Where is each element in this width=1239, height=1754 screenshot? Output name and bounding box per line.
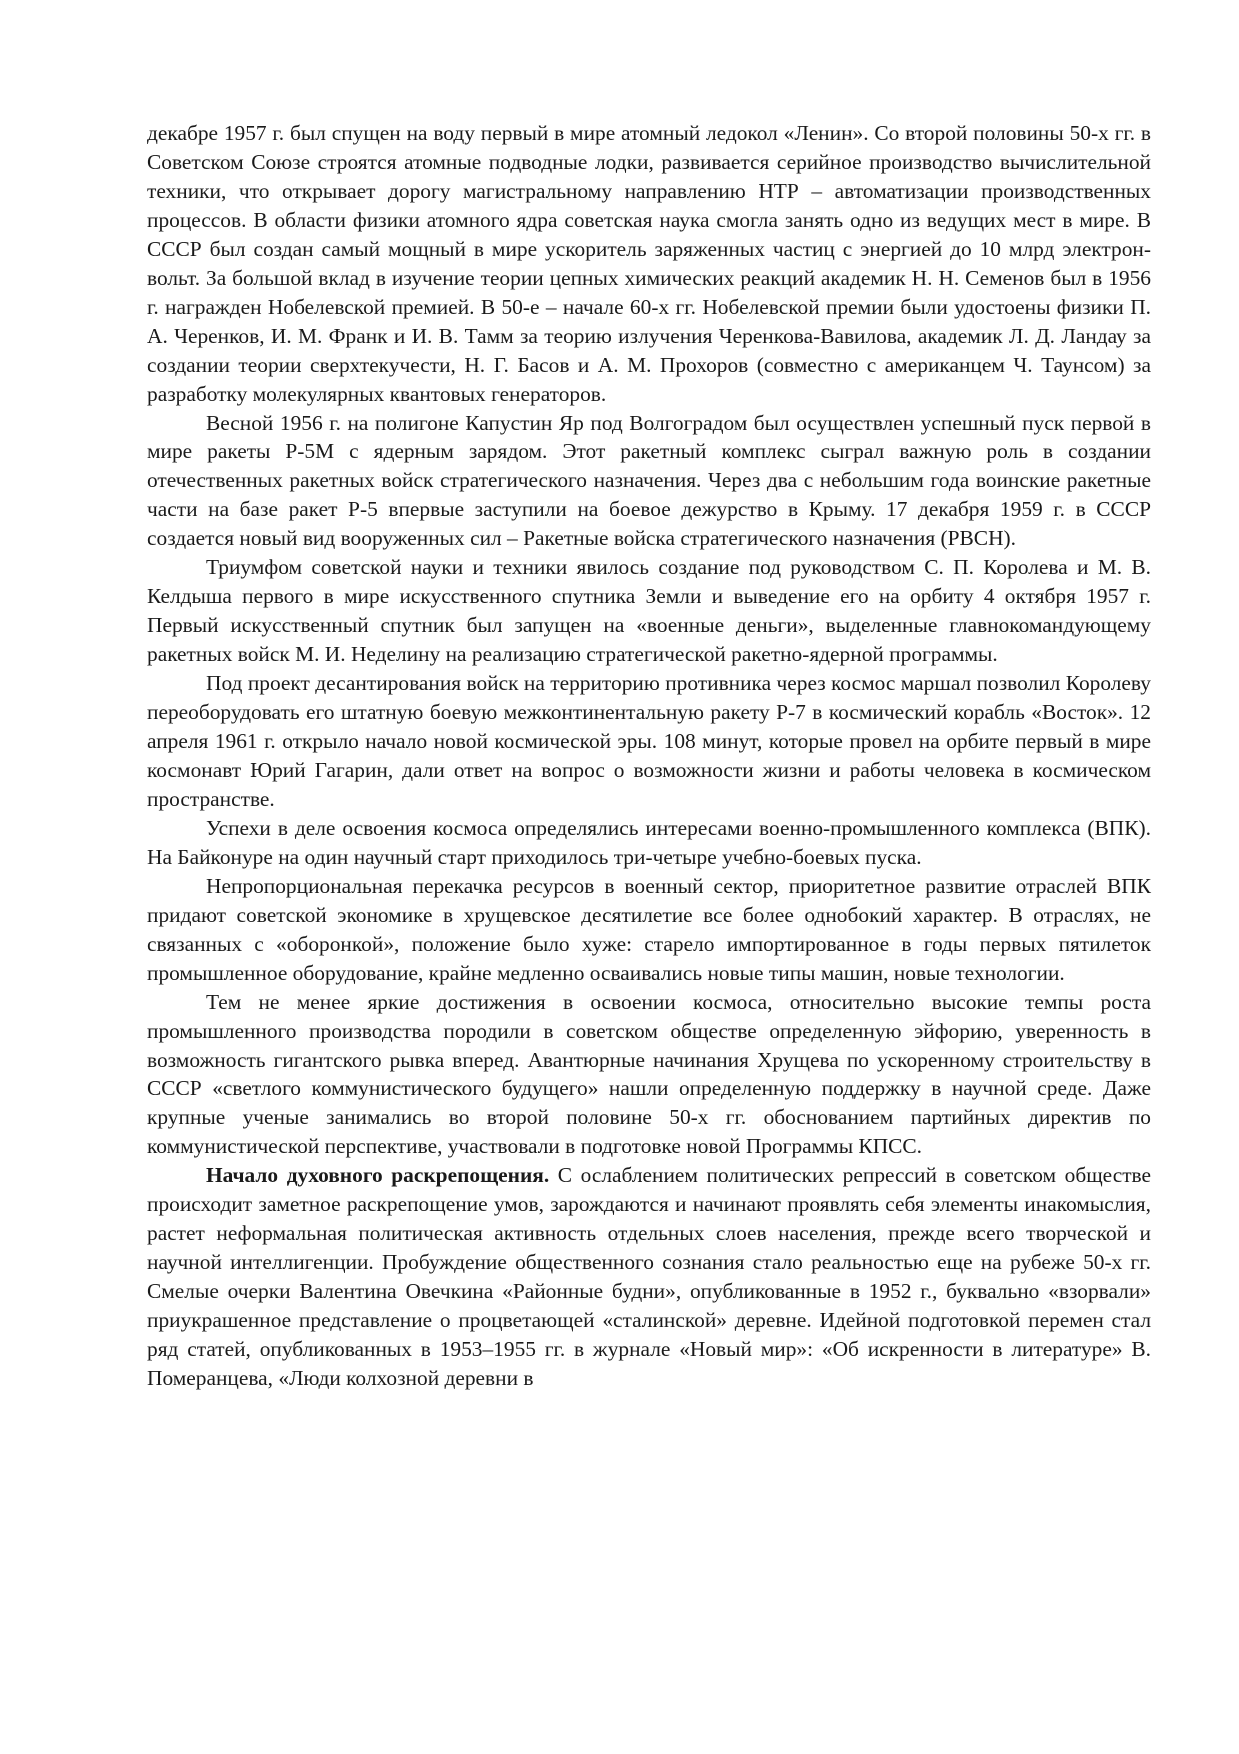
document-page [147, 119, 1151, 1393]
paragraph-sputnik: Триумфом советской науки и техники явилось создание под руководством С. П. Королева и М. В. Келдыша первого в мире искусственного спутника Земли и выведение его на орбиту 4 октября 1957 г. Первый искусственный спутник был запущен на «военные деньги», выделенные главнокомандующему ракетных войск М. И. Неделину на реализацию стратегической ракетно-ядерной программы. [147, 555, 1151, 667]
paragraph-vostok: Под проект десантирования войск на территорию противника через космос маршал позволил Королеву переоборудовать его штатную боевую межконтинентальную ракету Р-7 в космический корабль «Восток». 12 апреля 1961 г. открыло начало новой космической эры. 108 минут, которые провел на орбите первый в мире космонавт Юрий Гагарин, дали ответ на вопрос о возможности жизни и работы человека в космическом пространстве. [147, 671, 1151, 811]
paragraph-body: С ослаблением политических репрессий в советском обществе происходит заметное раскрепощение умов, зарождаются и начинают проявлять себя элементы инакомыслия, растет неформальная политическая активность отдельных слоев населения, прежде всего творческой и научной интеллигенции. Пробуждение общественного сознания стало реальностью еще на рубеже 50-х гг. Смелые очерки Валентина Овечкина «Районные будни», опубликованные в 1952 г., буквально «взорвали» приукрашенное представление о процветающей «сталинской» деревне. Идейной подготовкой перемен стал ряд статей, опубликованных в 1953–1955 гг. в журнале «Новый мир»: «Об искренности в литературе» В. Померанцева, «Люди колхозной деревни в [147, 1163, 1152, 1390]
paragraph-rocket-r5m: Весной 1956 г. на полигоне Капустин Яр под Волгоградом был осуществлен успешный пуск первой в мире ракеты Р-5М с ядерным зарядом. Этот ракетный комплекс сыграл важную роль в создании отечественных ракетных войск стратегического назначения. Через два с небольшим года воинские ракетные части на базе ракет Р-5 впервые заступили на боевое дежурство в Крыму. 17 декабря 1959 г. в СССР создается новый вид вооруженных сил – Ракетные войска стратегического назначения (РВСН). [147, 410, 1151, 551]
paragraph-euphoria: Тем не менее яркие достижения в освоении космоса, относительно высокие темпы роста промышленного производства породили в советском обществе определенную эйфорию, уверенность в возможность гигантского рывка вперед. Авантюрные начинания Хрущева по ускоренному строительству в СССР «светлого коммунистического будущего» нашли определенную поддержку в научной среде. Даже крупные ученые занимались во второй половине 50-х гг. обоснованием партийных директив по коммунистической перспективе, участвовали в подготовке новой Программы КПСС. [147, 989, 1151, 1159]
paragraph-military-sector: Непропорциональная перекачка ресурсов в военный сектор, приоритетное развитие отраслей ВПК придают советской экономике в хрущевское десятилетие все более однобокий характер. В отраслях, не связанных с «оборонкой», положение было хуже: старело импортированное в годы первых пятилеток промышленное оборудование, крайне медленно осваивались новые типы машин, новые технологии. [147, 873, 1151, 985]
section-heading: Начало духовного раскрепощения. [206, 1163, 550, 1188]
paragraph-space-vpk: Успехи в деле освоения космоса определялись интересами военно-промышленного комплекса (ВПК). На Байконуре на один научный старт приходилось три-четыре учебно-боевых пуска. [147, 815, 1151, 869]
paragraph-spiritual-liberation [147, 1161, 1151, 1393]
paragraph-continuation: декабре 1957 г. был спущен на воду первый в мире атомный ледокол «Ленин». Со второй половины 50-х гг. в Советском Союзе строятся атомные подводные лодки, развивается серийное производство вычислительной техники, что открывает дорогу магистральному направлению НТР – автоматизации производственных процессов. В области физики атомного ядра советская наука смогла занять одно из ведущих мест в мире. В СССР был создан самый мощный в мире ускоритель заряженных частиц с энергией до 10 млрд электрон-вольт. За большой вклад в изучение теории цепных химических реакций академик Н. Н. Семенов был в 1956 г. награжден Нобелевской премией. В 50-е – начале 60-х гг. Нобелевской премии были удостоены физики П. А. Черенков, И. М. Франк и И. В. Тамм за теорию излучения Черенкова-Вавилова, академик Л. Д. Ландау за создании теории сверхтекучести, Н. Г. Басов и А. М. Прохоров (совместно с американцем Ч. Таунсом) за разработку молекулярных квантовых генераторов. [147, 121, 1151, 406]
